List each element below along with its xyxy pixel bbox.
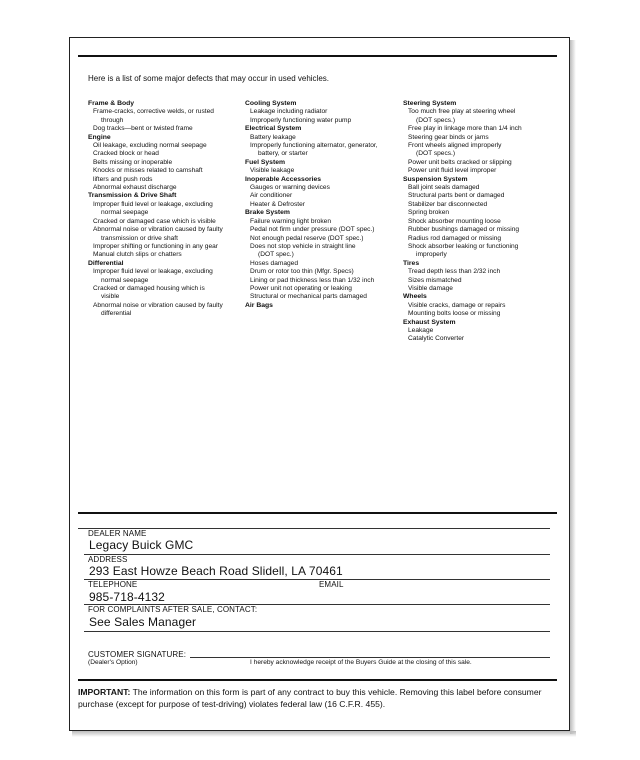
defect-item <box>245 277 397 285</box>
defect-category <box>245 176 397 210</box>
defect-item-text: Spring broken <box>408 209 450 217</box>
defect-category-title: Transmission & Drive Shaft <box>88 192 177 200</box>
telephone-line <box>84 579 550 580</box>
dealer-name-top-line <box>78 528 550 529</box>
defect-item-text: Improperly functioning alternator, generator, <box>250 142 378 150</box>
defect-item-text: Power unit not operating or leaking <box>250 284 352 292</box>
defects-column-3 <box>403 100 553 344</box>
defect-item <box>245 142 397 159</box>
important-label: IMPORTANT: <box>78 687 131 697</box>
defect-item-text: Gauges or warning devices <box>250 184 330 192</box>
defect-item <box>403 192 553 200</box>
defect-category <box>403 319 553 344</box>
page-shadow-bottom <box>72 731 576 737</box>
defect-item <box>88 218 242 226</box>
defect-item-text: Abnormal exhaust discharge <box>93 184 177 192</box>
defect-item <box>403 159 553 167</box>
defect-item-text: Visible leakage <box>250 167 295 175</box>
defect-item-text: Front wheels aligned improperly <box>408 142 502 150</box>
defect-item <box>245 167 397 175</box>
defect-item <box>245 243 397 260</box>
defect-item-text: Mounting bolts loose or missing <box>408 310 501 318</box>
defect-category <box>88 192 242 259</box>
defect-item-text: Abnormal noise or vibration caused by faulty <box>93 226 223 234</box>
defect-category-title: Frame & Body <box>88 100 135 107</box>
defect-item-text: Ball joint seals damaged <box>408 184 480 192</box>
defect-category <box>245 100 397 125</box>
defect-category-title: Differential <box>88 259 124 267</box>
defect-category-title: Tires <box>403 259 420 267</box>
defect-item <box>403 184 553 192</box>
address-label: ADDRESS <box>88 555 128 564</box>
defect-category-title: Air Bags <box>245 301 273 309</box>
defect-item <box>88 125 242 133</box>
defect-item <box>403 285 553 293</box>
defect-category <box>88 100 242 134</box>
defect-item-text: Oil leakage, excluding normal seepage <box>93 142 207 150</box>
defect-category <box>88 134 242 193</box>
defect-item <box>245 235 397 243</box>
defect-item <box>245 285 397 293</box>
defect-item <box>245 201 397 209</box>
defect-category-title: Engine <box>88 133 111 141</box>
defect-item-text: Improper fluid level or leakage, excluding <box>93 200 213 208</box>
defect-item-text: Power unit fluid level improper <box>408 167 497 175</box>
defect-item <box>88 201 242 218</box>
acknowledge-text: I hereby acknowledge receipt of the Buyers Guide at the closing of this sale. <box>250 659 472 666</box>
defects-column-1 <box>88 100 242 319</box>
important-text: The information on this form is part of any contract to buy this vehicle. Removing this label before consumer purchase (except for purpose of test-driving) violates federal law (16 C.F.R. 455). <box>78 687 542 709</box>
defect-item <box>88 142 242 150</box>
defect-item <box>403 327 553 335</box>
defect-item <box>403 201 553 209</box>
defect-item-text: Structural or mechanical parts damaged <box>250 293 367 301</box>
defect-item-continuation: (DOT spec.) <box>258 251 294 259</box>
defect-item-text: Drum or rotor too thin (Mfgr. Specs) <box>250 268 354 276</box>
defect-category-title: Cooling System <box>245 100 297 107</box>
defect-item-text: Stabilizer bar disconnected <box>408 200 488 208</box>
defect-item-continuation: through <box>101 116 124 124</box>
defect-item <box>88 167 242 175</box>
defect-item <box>403 125 553 133</box>
defects-intro: Here is a list of some major defects that may occur in used vehicles. <box>88 74 329 83</box>
defect-item <box>88 243 242 251</box>
defect-item-continuation: visible <box>101 293 120 301</box>
defect-category-title: Exhaust System <box>403 318 456 326</box>
defect-item-text: Belts missing or inoperable <box>93 158 173 166</box>
defect-item-text: Shock absorber leaking or functioning <box>408 242 519 250</box>
defect-item-continuation: (DOT specs.) <box>416 150 456 158</box>
defect-item-text: Battery leakage <box>250 133 296 141</box>
defect-item-text: Improperly functioning water pump <box>250 116 352 124</box>
important-notice <box>78 686 554 710</box>
dealer-section-rule <box>78 512 557 514</box>
defect-item-continuation: differential <box>101 310 132 318</box>
defect-item-continuation: improperly <box>416 251 447 259</box>
defect-item <box>403 243 553 260</box>
top-rule <box>78 55 557 57</box>
complaints-label: FOR COMPLAINTS AFTER SALE, CONTACT: <box>88 605 258 614</box>
defect-item <box>245 226 397 234</box>
defect-item-text: Abnormal noise or vibration caused by faulty <box>93 301 223 309</box>
address-value: 293 East Howze Beach Road Slidell, LA 70461 <box>89 564 343 578</box>
defect-item <box>245 192 397 200</box>
defect-category <box>245 209 397 301</box>
defect-category-title: Wheels <box>403 293 427 301</box>
defect-item-text: Pedal not firm under pressure (DOT spec.) <box>250 226 375 234</box>
defect-item-continuation: battery, or starter <box>258 150 308 158</box>
defect-item-text: Rubber bushings damaged or missing <box>408 226 520 234</box>
important-rule <box>78 679 557 681</box>
defect-item <box>245 268 397 276</box>
defect-item-text: lifters and push rods <box>93 175 153 183</box>
defect-category <box>403 293 553 318</box>
dealer-name-label: DEALER NAME <box>88 529 147 538</box>
defect-item <box>403 134 553 142</box>
defect-item <box>88 226 242 243</box>
defect-item <box>403 108 553 125</box>
defect-item-text: Leakage including radiator <box>250 108 328 116</box>
defect-item-text: Structural parts bent or damaged <box>408 192 505 200</box>
complaints-bottom-line <box>84 631 550 632</box>
dealer-name-value: Legacy Buick GMC <box>89 538 194 552</box>
defect-item <box>403 302 553 310</box>
email-label: EMAIL <box>319 580 344 589</box>
defect-item-text: Not enough pedal reserve (DOT spec.) <box>250 234 364 242</box>
defect-item-text: Leakage <box>408 326 434 334</box>
defect-item <box>88 302 242 319</box>
defect-category <box>403 260 553 294</box>
signature-line[interactable] <box>190 657 550 658</box>
defect-item <box>245 134 397 142</box>
defect-item <box>245 117 397 125</box>
defect-item-text: Manual clutch slips or chatters <box>93 251 182 259</box>
defect-category-title: Steering System <box>403 100 457 107</box>
defect-item <box>403 235 553 243</box>
defect-item-text: Knocks or misses related to camshaft <box>93 167 203 175</box>
defect-item <box>88 268 242 285</box>
defect-category <box>245 159 397 176</box>
defect-category <box>245 302 397 310</box>
defect-item-text: Improper fluid level or leakage, excluding <box>93 268 213 276</box>
defect-item-text: Shock absorber mounting loose <box>408 217 501 225</box>
defect-item-text: Hoses damaged <box>250 259 299 267</box>
defect-item-text: Cracked or damaged case which is visible <box>93 217 216 225</box>
defect-item-text: Dog tracks—bent or twisted frame <box>93 125 193 133</box>
defect-item-text: Sizes mismatched <box>408 276 462 284</box>
defect-item-text: Steering gear binds or jams <box>408 133 489 141</box>
defect-item-text: Cracked or damaged housing which is <box>93 284 205 292</box>
defect-category-title: Suspension System <box>403 175 468 183</box>
address-line <box>84 554 550 555</box>
defect-item <box>403 226 553 234</box>
defect-item-text: Power unit belts cracked or slipping <box>408 158 512 166</box>
defect-item-continuation: normal seepage <box>101 276 149 284</box>
defect-item-text: Frame-cracks, corrective welds, or rusted <box>93 108 214 116</box>
defect-item-continuation: normal seepage <box>101 209 149 217</box>
defect-item <box>88 176 242 184</box>
telephone-value: 985-718-4132 <box>89 590 165 604</box>
defect-item <box>403 335 553 343</box>
defect-item <box>88 285 242 302</box>
defect-item-text: Visible damage <box>408 284 453 292</box>
defect-item-text: Lining or pad thickness less than 1/32 inch <box>250 276 375 284</box>
defect-item-text: Failure warning light broken <box>250 217 331 225</box>
defect-item-text: Catalytic Converter <box>408 335 465 343</box>
defect-item <box>403 310 553 318</box>
complaints-value: See Sales Manager <box>89 615 197 629</box>
defect-item <box>245 293 397 301</box>
defect-item-text: Radius rod damaged or missing <box>408 234 502 242</box>
defect-item <box>88 184 242 192</box>
defect-item <box>403 167 553 175</box>
dealer-option-label: (Dealer's Option) <box>88 659 138 666</box>
defect-item-text: Heater & Defroster <box>250 200 305 208</box>
defect-item <box>403 209 553 217</box>
customer-signature-label: CUSTOMER SIGNATURE: <box>88 650 187 659</box>
defect-item-continuation: transmission or drive shaft <box>101 234 178 242</box>
defect-category-title: Brake System <box>245 209 290 217</box>
defect-item <box>88 150 242 158</box>
defect-item-text: Improper shifting or functioning in any gear <box>93 242 218 250</box>
defect-item-text: Tread depth less than 2/32 inch <box>408 268 501 276</box>
defect-category <box>403 100 553 176</box>
telephone-label: TELEPHONE <box>88 580 138 589</box>
defect-item <box>88 108 242 125</box>
defect-item-text: Air conditioner <box>250 192 293 200</box>
defect-category-title: Electrical System <box>245 125 302 133</box>
defect-item-text: Does not stop vehicle in straight line <box>250 242 356 250</box>
defect-item-text: Too much free play at steering wheel <box>408 108 516 116</box>
defect-item-continuation: (DOT specs.) <box>416 116 456 124</box>
defect-item <box>245 218 397 226</box>
defect-item-text: Visible cracks, damage or repairs <box>408 301 506 309</box>
defect-item <box>245 184 397 192</box>
defect-item <box>403 218 553 226</box>
defect-category-title: Inoperable Accessories <box>245 175 322 183</box>
defect-category <box>245 125 397 159</box>
page-shadow-right <box>570 40 576 734</box>
defect-item <box>403 142 553 159</box>
defect-item <box>88 251 242 259</box>
defect-item-text: Cracked block or head <box>93 150 159 158</box>
defect-item <box>403 277 553 285</box>
defect-item <box>403 268 553 276</box>
defect-item <box>245 108 397 116</box>
defect-item <box>88 159 242 167</box>
defect-item-text: Free play in linkage more than 1/4 inch <box>408 125 522 133</box>
defect-category <box>88 260 242 319</box>
defects-column-2 <box>245 100 397 310</box>
defect-item <box>245 260 397 268</box>
defect-category-title: Fuel System <box>245 158 286 166</box>
defect-category <box>403 176 553 260</box>
